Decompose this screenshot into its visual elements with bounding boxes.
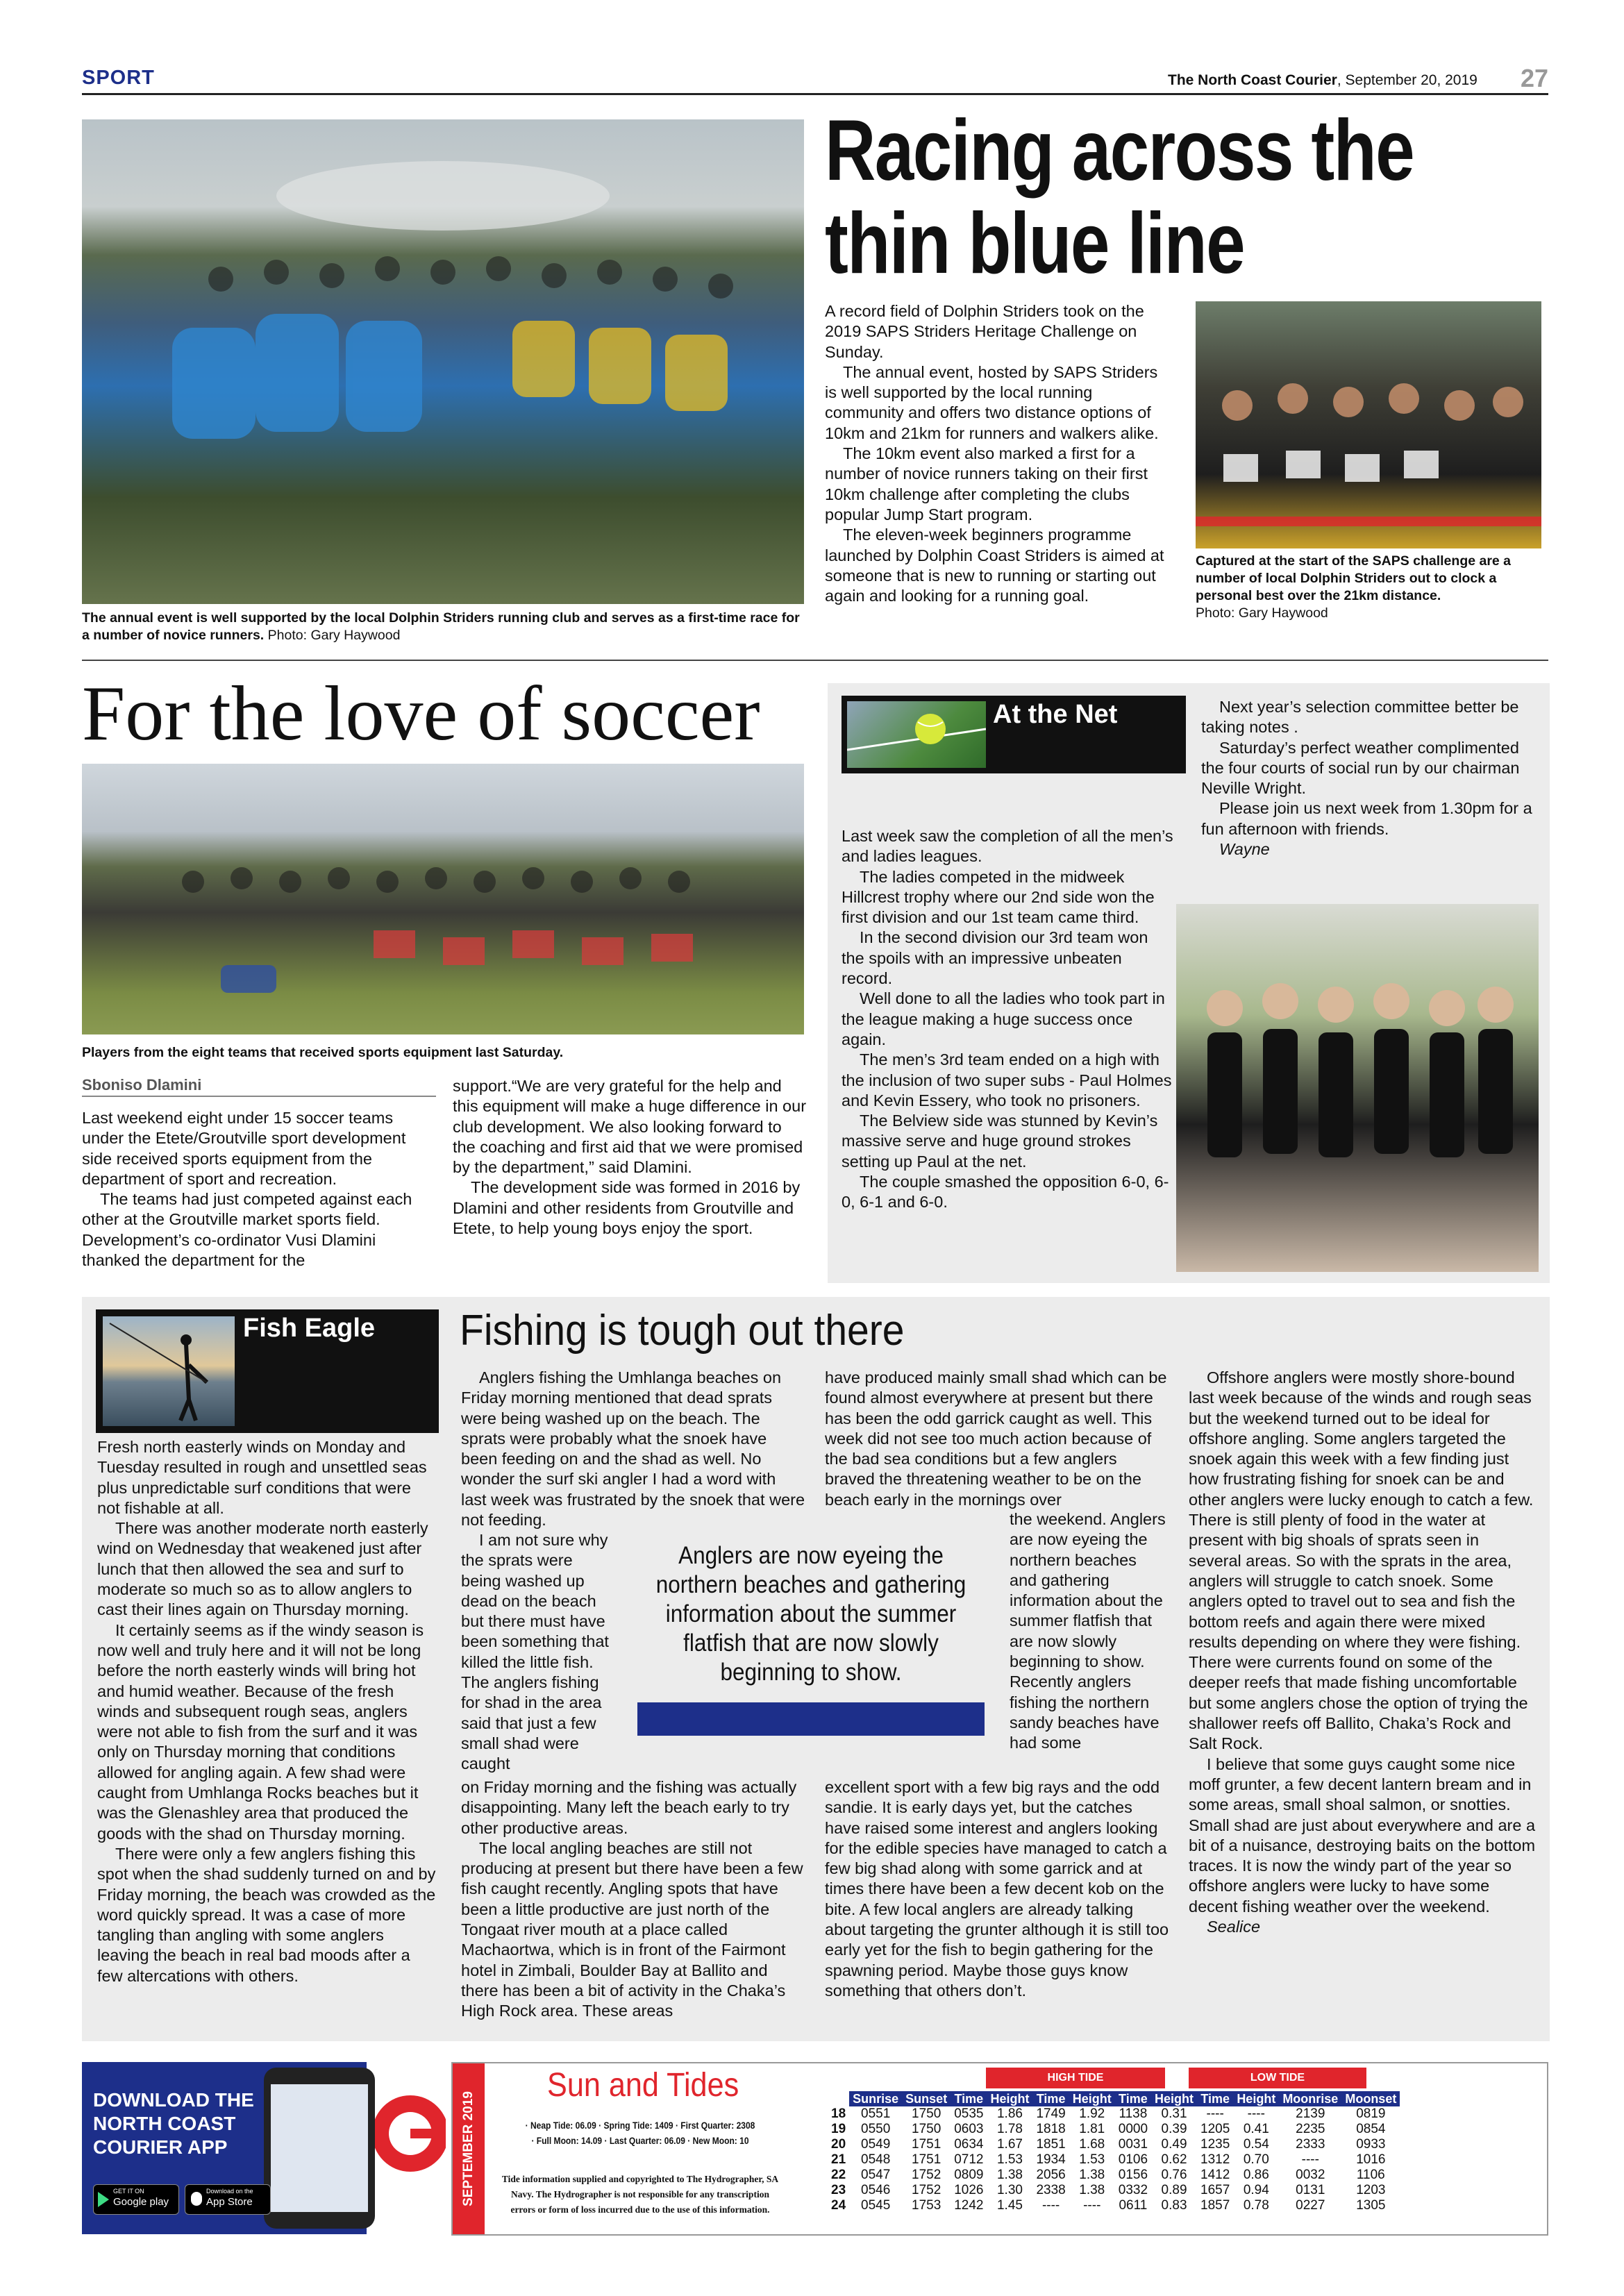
- paragraph: The local angling beaches are still not producing at present but there have been a few fish caught recently. Angling spots that have been a little productive are just north of the Tongaat river mouth at a place called Machaortwa, which is in front of the Fairmont hotel in Zimbali, Boulder Bay at Ballito and there has been a bit of activity in the Chaka’s High Rock area. These areas: [461, 1838, 803, 2020]
- striders-main-caption: [82, 610, 804, 644]
- ad-line: NORTH COAST: [93, 2113, 236, 2134]
- fishing-headline: Fishing is tough out there: [460, 1307, 905, 1355]
- tide-cell: 1.30: [996, 2183, 1023, 2197]
- tide-header-cell: Height: [1233, 2091, 1279, 2106]
- tide-cell: 0332: [1118, 2183, 1148, 2197]
- tide-cell: 1.53: [1079, 2152, 1105, 2167]
- paragraph: The 10km event also marked a first for a number of novice runners taking on their first 10km challenge after completing the clubs popular Jump Start program.: [825, 444, 1148, 523]
- saps-start-photo: [1196, 301, 1541, 548]
- tide-cell: 0854: [1356, 2122, 1386, 2136]
- fish-eagle-title: Fish Eagle: [243, 1314, 376, 1343]
- fishing-col1: [97, 1437, 437, 1986]
- tide-cell: 1.53: [996, 2152, 1023, 2167]
- photo-illustration: [82, 119, 804, 604]
- tide-cell: ----: [1206, 2106, 1224, 2121]
- tide-cell: 0.86: [1243, 2168, 1269, 2182]
- tide-cell: 1.45: [996, 2198, 1023, 2213]
- fishing-col3-narrow: [1010, 1509, 1168, 1754]
- tide-day: 22: [831, 2168, 846, 2182]
- striders-group-photo: [82, 119, 804, 604]
- tide-day: 19: [831, 2122, 846, 2136]
- tide-cell: 0.31: [1161, 2106, 1187, 2121]
- fishing-col2-bottom: [461, 1777, 805, 2022]
- net-col2: [1201, 697, 1536, 860]
- tide-header-cell: Time: [951, 2091, 987, 2106]
- tide-cell: 0.94: [1243, 2183, 1269, 2197]
- tide-cell: 1753: [912, 2198, 941, 2213]
- paragraph: In the second division our 3rd team won the spoils with an impressive unbeaten record.: [842, 928, 1148, 988]
- tide-cell: 0819: [1356, 2106, 1386, 2121]
- tide-cell: 0032: [1296, 2168, 1325, 2182]
- soccer-byline: Sboniso Dlamini: [82, 1076, 436, 1097]
- tide-day: 24: [831, 2198, 846, 2213]
- paragraph: It certainly seems as if the windy season is now well and truly here and it will not be long before the north easterly winds will bring hot and humid weather. Because of the fresh winds and subsequent rough seas, anglers were not able to fish from the surf and it was only on Thursday morning that conditions allowed for angling again. A few shad were caught from Umhlanga Rocks beaches but it was the Glenashley area that produced the goods with the shad on Thursday morning.: [97, 1620, 424, 1843]
- angler-thumbnail: [103, 1316, 235, 1426]
- racing-headline-line1: Racing across the: [825, 103, 1414, 199]
- tide-header-cell: Height: [1151, 2091, 1197, 2106]
- tide-cell: 0227: [1296, 2198, 1325, 2213]
- tennis-ladies-photo: [1176, 904, 1539, 1272]
- paragraph: Last weekend eight under 15 soccer teams under the Etete/Groutville sport development side received sports equipment from the department of sport and recreation.: [82, 1109, 406, 1188]
- tide-cell: 1.67: [996, 2137, 1023, 2152]
- tide-cell: 0611: [1119, 2198, 1148, 2213]
- paper-name: The North Coast Courier: [1168, 72, 1337, 88]
- angler-icon: [103, 1316, 235, 1426]
- tide-row: [828, 2183, 1400, 2198]
- tide-header-cell: [828, 2091, 849, 2106]
- tide-cell: 0933: [1356, 2137, 1386, 2152]
- tide-cell: 1106: [1356, 2168, 1385, 2182]
- tide-cell: 2338: [1036, 2183, 1066, 2197]
- tides-notice: Tide information supplied and copyrighted to The Hydrographer, SA Navy. The Hydrographer is not responsible for any transcription errors or form of loss incurred due to the use of this information.: [501, 2174, 779, 2215]
- issue-date: , September 20, 2019: [1337, 72, 1477, 88]
- tide-cell: 1818: [1036, 2122, 1066, 2136]
- paragraph: I am not sure why the sprats were being washed up dead on the beach but there must have been something that killed the little fish. The anglers fishing for shad in the area said that just a few small shad were caught: [461, 1531, 609, 1773]
- tide-cell: ----: [1083, 2198, 1101, 2213]
- paragraph: Saturday’s perfect weather complimented the four courts of social run by our chairman Neville Wright.: [1201, 738, 1520, 798]
- tide-header-cell: Moonrise: [1279, 2091, 1341, 2106]
- app-download-ad[interactable]: [82, 2062, 446, 2234]
- soccer-teams-photo: [82, 764, 804, 1034]
- tide-cell: 1138: [1119, 2106, 1148, 2121]
- tide-cell: 0.39: [1161, 2122, 1187, 2136]
- tide-cell: 0131: [1296, 2183, 1325, 2197]
- saps-side-caption: [1196, 553, 1543, 622]
- fishing-col4: [1189, 1368, 1536, 1937]
- tide-cell: 0031: [1118, 2137, 1148, 2152]
- tide-cell: 0.89: [1161, 2183, 1187, 2197]
- apple-icon: [191, 2192, 202, 2206]
- google-play-label: Google play: [113, 2196, 169, 2208]
- paragraph: Offshore anglers were mostly shore-bound last week because of the winds and rough seas but the weekend turned out to be ideal for offshore angling. Some anglers targeted the snoek again this week with a few finding just how frustrating fishing for snoek can be and other anglers were lucky enough to catch a few. There is still plenty of food in the water at present with big shoals of sprats seen in several areas. So with the sprats in the area, anglers will struggle to catch snoek. Some anglers opted to travel out to sea and fish the bottom reefs and again there were mixed results depending on where they were fishing. There were currents found on some of the deeper reefs that made fishing uncomfortable but some anglers chose the option of trying the shallower reefs off Ballito, Chaka’s Rock and Salt Rock.: [1189, 1368, 1534, 1753]
- soccer-headline: For the love of soccer: [82, 671, 760, 757]
- tide-cell: ----: [1301, 2152, 1319, 2167]
- tide-cell: 0106: [1118, 2152, 1148, 2167]
- soccer-col1: [82, 1108, 436, 1271]
- paragraph: Next year’s selection committee better be taking notes .: [1201, 698, 1519, 737]
- low-tide-label: LOW TIDE: [1189, 2068, 1366, 2088]
- tide-cell: 1752: [912, 2183, 941, 2197]
- tide-cell: 0156: [1118, 2168, 1148, 2182]
- tide-header-cell: Time: [1115, 2091, 1151, 2106]
- photo-credit: Photo: Gary Haywood: [267, 628, 401, 643]
- paragraph: The Belview side was stunned by Kevin’s massive serve and huge ground strokes setting up Paul at the net.: [842, 1112, 1158, 1171]
- fish-eagle-banner: [96, 1309, 439, 1433]
- tide-cell: 0.54: [1243, 2137, 1269, 2152]
- paragraph: excellent sport with a few big rays and the odd sandie. It is early days yet, but the catches have raised some interest and anglers looking for the edible species have managed to catch a few big shad along with some garrick and at times there have been a few decent kob on the bite. A few local anglers are already talking about targeting the grunter although it is still too early yet for the fish to begin gathering for the spawning period. Maybe those guys know something that others don’t.: [825, 1778, 1169, 2000]
- tides-title: Sun and Tides: [547, 2067, 739, 2104]
- tide-cell: 2139: [1296, 2106, 1325, 2121]
- tide-cell: 1203: [1356, 2183, 1386, 2197]
- tide-cell: 1934: [1036, 2152, 1066, 2167]
- fishing-col3-bottom: [825, 1777, 1169, 2001]
- tide-cell: 1312: [1200, 2152, 1230, 2167]
- tide-cell: 0.78: [1243, 2198, 1269, 2213]
- tide-cell: 1.38: [996, 2168, 1023, 2182]
- net-column-banner: [842, 696, 1186, 773]
- paragraph: have produced mainly small shad which can be found almost everywhere at present but there has been the odd garrick caught as well. This week did not see too much action because of the bad sea conditions but a few anglers braved the threatening weather to be on the beach early in the mornings over: [825, 1368, 1167, 1509]
- paragraph: support.“We are very grateful for the help and this equipment will make a huge difference in our club development. We also looking forward to the coaching and first aid that we were promised by the department,” said Dlamini.: [453, 1077, 807, 1177]
- paragraph: The ladies competed in the midweek Hillcrest trophy where our 2nd side won the first division and our 1st team came third.: [842, 867, 1155, 927]
- tide-cell: 0.70: [1243, 2152, 1269, 2167]
- section-label: SPORT: [82, 67, 155, 89]
- tide-cell: 2333: [1296, 2137, 1325, 2152]
- tide-day: 21: [831, 2152, 846, 2167]
- section-rule: [82, 660, 1548, 661]
- tide-cell: 0547: [861, 2168, 891, 2182]
- tide-cell: 0.41: [1243, 2122, 1269, 2136]
- tides-info-line: · Full Moon: 14.09 · Last Quarter: 06.09 · New Moon: 10: [531, 2135, 749, 2146]
- tides-info-line: · Neap Tide: 06.09 · Spring Tide: 1409 · First Quarter: 2308: [525, 2120, 755, 2131]
- paragraph: The men’s 3rd team ended on a high with the inclusion of two super subs - Paul Holmes and Kevin Essery, who took no prisoners.: [842, 1050, 1172, 1109]
- tide-cell: 1412: [1200, 2168, 1230, 2182]
- caption-text: Captured at the start of the SAPS challenge are a number of local Dolphin Striders out to clock a personal best over the 21km distance.: [1196, 553, 1512, 603]
- photo-illustration: [1176, 904, 1539, 1272]
- tennis-ball-thumbnail: [847, 701, 986, 768]
- tide-cell: 0545: [861, 2198, 891, 2213]
- net-col1: [842, 826, 1175, 1213]
- tide-cell: 1752: [912, 2168, 941, 2182]
- tide-row: [828, 2168, 1400, 2183]
- ad-heading: [93, 2088, 254, 2159]
- tide-cell: ----: [1041, 2198, 1060, 2213]
- tide-cell: 2056: [1036, 2168, 1066, 2182]
- tide-cell: 0535: [954, 2106, 984, 2121]
- tide-cell: 0634: [954, 2137, 984, 2152]
- high-tide-label: HIGH TIDE: [986, 2068, 1165, 2088]
- paragraph: A record field of Dolphin Striders took on the 2019 SAPS Striders Heritage Challenge on Sunday.: [825, 302, 1144, 361]
- paragraph: the weekend. Anglers are now eyeing the northern beaches and gathering information about the summer flatfish that are now slowly beginning to show. Recently anglers fishing the northern sandy beaches have had some: [1010, 1510, 1166, 1752]
- tide-header-row: [828, 2091, 1400, 2106]
- tide-header-cell: Sunset: [902, 2091, 951, 2106]
- soccer-caption: Players from the eight teams that received sports equipment last Saturday.: [82, 1045, 564, 1060]
- signoff: Wayne: [1219, 840, 1270, 859]
- tide-cell: 1749: [1036, 2106, 1066, 2121]
- photo-credit: Photo: Gary Haywood: [1196, 605, 1328, 621]
- fishing-pullquote: [630, 1541, 991, 1736]
- racing-headline-line2: thin blue line: [825, 196, 1245, 292]
- paragraph: Fresh north easterly winds on Monday and Tuesday resulted in rough and unsettled seas plus unpredictable surf conditions that were not fishable at all.: [97, 1438, 427, 1517]
- paragraph: The annual event, hosted by SAPS Striders is well supported by the local running community and offers two distance options of 10km and 21km for runners and walkers alike.: [825, 362, 1159, 442]
- tennis-ball-icon: [847, 701, 986, 768]
- tide-cell: 1305: [1356, 2198, 1386, 2213]
- tide-header-cell: Time: [1197, 2091, 1233, 2106]
- paragraph: The teams had just competed against each other at the Groutville market sports field. Development’s co-ordinator Vusi Dlamini thanked the department for the: [82, 1190, 412, 1270]
- tide-header-cell: Time: [1032, 2091, 1069, 2106]
- tide-day: 23: [831, 2183, 846, 2197]
- app-store-label: App Store: [206, 2196, 253, 2208]
- tide-cell: 2235: [1296, 2122, 1325, 2136]
- app-store-small: Download on the: [206, 2188, 253, 2195]
- tide-header-cell: Height: [1069, 2091, 1115, 2106]
- fishing-col2-top: [461, 1368, 805, 1530]
- signoff: Sealice: [1207, 1918, 1261, 1936]
- masthead: [1168, 72, 1477, 89]
- tide-row: [828, 2137, 1400, 2152]
- tide-cell: 0549: [861, 2137, 891, 2152]
- photo-illustration: [1196, 301, 1541, 548]
- tide-cell: 1.38: [1079, 2183, 1105, 2197]
- tide-day: 20: [831, 2137, 846, 2152]
- tide-cell: 1.38: [1079, 2168, 1105, 2182]
- pullquote-text: Anglers are now eyeing the northern beaches and gathering information about the summer flatfish that are now slowly beginning to show.: [655, 1542, 966, 1686]
- tide-row: [828, 2106, 1400, 2122]
- tide-day: 18: [831, 2106, 846, 2121]
- photo-illustration: [82, 764, 804, 1034]
- ad-line: DOWNLOAD THE: [93, 2089, 254, 2111]
- tide-cell: ----: [1247, 2106, 1265, 2121]
- app-store-button[interactable]: [185, 2184, 271, 2215]
- tide-cell: 1857: [1200, 2198, 1230, 2213]
- tide-header-cell: Moonset: [1341, 2091, 1400, 2106]
- fishing-col2-narrow: [461, 1530, 612, 1775]
- tide-cell: 1657: [1200, 2183, 1230, 2197]
- tide-cell: 1242: [954, 2198, 984, 2213]
- pullquote-bar: [637, 1702, 985, 1736]
- tide-row: [828, 2122, 1400, 2137]
- tide-body: [828, 2106, 1400, 2213]
- tide-cell: 1.92: [1079, 2106, 1105, 2121]
- fishing-col3-top: [825, 1368, 1169, 1510]
- courier-logo-icon: [372, 2095, 446, 2172]
- phone-icon: [264, 2068, 375, 2229]
- caption-text: The annual event is well supported by the local Dolphin Striders running club and serves as a first-time race for a number of novice runners.: [82, 610, 800, 643]
- tide-cell: 0546: [861, 2183, 891, 2197]
- page-number: 27: [1521, 64, 1549, 92]
- tide-cell: 0.62: [1161, 2152, 1187, 2167]
- tide-cell: 1750: [912, 2106, 941, 2121]
- paragraph: There was another moderate north easterly wind on Wednesday that weakened just after lunch that then allowed the sea and surf to moderate so much so as to allow anglers to cast their lines again on Thursday morning.: [97, 1519, 428, 1619]
- tide-cell: 0551: [861, 2106, 891, 2121]
- tide-cell: 1.68: [1079, 2137, 1105, 2152]
- tide-cell: 1026: [954, 2183, 984, 2197]
- tide-cell: 1750: [912, 2122, 941, 2136]
- tide-cell: 1.78: [996, 2122, 1023, 2136]
- tide-cell: 1205: [1200, 2122, 1230, 2136]
- paragraph: Please join us next week from 1.30pm for a fun afternoon with friends.: [1201, 799, 1532, 838]
- tide-cell: 1751: [912, 2152, 941, 2167]
- tide-cell: 0.76: [1161, 2168, 1187, 2182]
- racing-article: [825, 301, 1172, 606]
- racing-headline: [825, 103, 1561, 292]
- tide-cell: 1.86: [996, 2106, 1023, 2121]
- tide-table: [828, 2091, 1400, 2213]
- tide-row: [828, 2152, 1400, 2168]
- header-rule: [82, 93, 1548, 95]
- tide-cell: 1851: [1036, 2137, 1066, 2152]
- paragraph: The development side was formed in 2016 by Dlamini and other residents from Groutville and Etete, to help young boys enjoy the sport.: [453, 1178, 801, 1238]
- tide-cell: 0000: [1118, 2122, 1148, 2136]
- google-play-icon: [98, 2192, 109, 2207]
- tide-cell: 0548: [861, 2152, 891, 2167]
- google-play-button[interactable]: [93, 2184, 179, 2215]
- paragraph: I believe that some guys caught some nice moff grunter, a few decent lantern bream and in some areas, small shoal salmon, or snotties. Small shad are just about everywhere and are a bit of a nuisance, destroying baits on the bottom traces. It is now the windy part of the year so offshore anglers were lucky to have some decent fishing weather over the weekend.: [1189, 1754, 1536, 1916]
- net-column-title: At the Net: [993, 700, 1118, 729]
- paragraph: on Friday morning and the fishing was actually disappointing. Many left the beach early to try other productive areas.: [461, 1778, 797, 1837]
- tides-box: [451, 2062, 1548, 2236]
- tides-month-strip: [453, 2063, 485, 2234]
- tide-header-cell: Sunrise: [849, 2091, 902, 2106]
- paragraph: Anglers fishing the Umhlanga beaches on Friday morning mentioned that dead sprats were being washed up on the beach. The sprats were probably what the snoek have been feeding on and the shad as well. No wonder the surf ski angler I had a word with last week was frustrated by the snoek that were not feeding.: [461, 1368, 805, 1530]
- tide-cell: 0550: [861, 2122, 891, 2136]
- tide-cell: 0603: [954, 2122, 984, 2136]
- paragraph: There were only a few anglers fishing this spot when the shad suddenly turned on and by Friday morning, the beach was crowded as the word quickly spread. It was a case of more tangling than angling with some anglers leaving the beach in real bad moods after a few altercations with others.: [97, 1844, 436, 1985]
- paragraph: The couple smashed the opposition 6-0, 6-0, 6-1 and 6-0.: [842, 1173, 1169, 1212]
- paragraph: Last week saw the completion of all the men’s and ladies leagues.: [842, 827, 1173, 866]
- tides-month: SEPTEMBER 2019: [461, 2091, 476, 2206]
- paragraph: Well done to all the ladies who took part in the league making a huge success once again.: [842, 989, 1165, 1048]
- tide-cell: 0.83: [1161, 2198, 1187, 2213]
- tide-row: [828, 2198, 1400, 2213]
- tides-moon-info: [514, 2118, 767, 2148]
- ad-line: COURIER APP: [93, 2136, 228, 2158]
- tide-header-cell: Height: [987, 2091, 1032, 2106]
- tide-cell: 1235: [1200, 2137, 1230, 2152]
- google-play-small: GET IT ON: [113, 2188, 144, 2195]
- tide-cell: 1751: [912, 2137, 941, 2152]
- soccer-col2: [453, 1076, 807, 1239]
- tide-cell: 0.49: [1161, 2137, 1187, 2152]
- tide-cell: 1016: [1356, 2152, 1386, 2167]
- tide-cell: 0712: [954, 2152, 984, 2167]
- paragraph: The eleven-week beginners programme launched by Dolphin Coast Striders is aimed at someone that is new to running or starting out again and looking for a running goal.: [825, 526, 1164, 605]
- tide-cell: 1.81: [1079, 2122, 1105, 2136]
- tide-cell: 0809: [954, 2168, 984, 2182]
